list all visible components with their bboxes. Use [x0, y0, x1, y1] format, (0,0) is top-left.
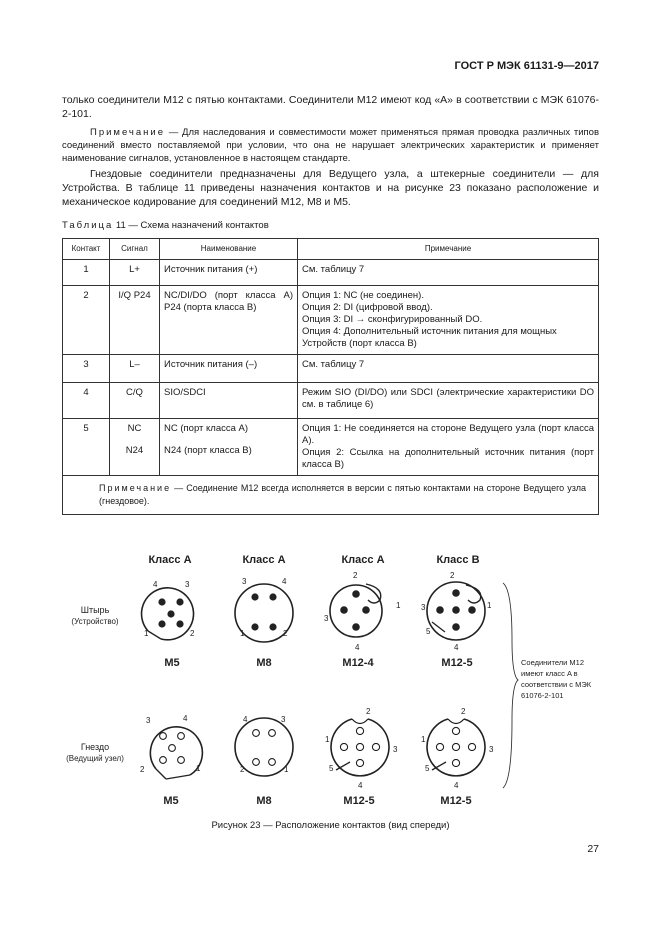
header-remark: Примечание — [298, 239, 599, 260]
figure-caption: Рисунок 23 — Расположение контактов (вид спереди) — [211, 820, 450, 831]
cell-pin: 1 — [63, 260, 110, 286]
signal-b: N24 — [125, 445, 144, 456]
connector-name: M8 — [256, 795, 272, 807]
pin-number: 5 — [426, 627, 431, 636]
row-label-pin: Штырь — [80, 605, 110, 615]
row-sublabel-pin: (Устройство) — [71, 617, 119, 626]
document-header: ГОСТ Р МЭК 61131-9—2017 — [454, 60, 599, 72]
pin-number: 2 — [366, 707, 371, 716]
pin-number: 3 — [281, 715, 286, 724]
grouping-bracket — [503, 583, 518, 788]
pin-number: 4 — [454, 643, 459, 652]
class-label: Класс A — [242, 554, 286, 566]
connector-name: M12-5 — [440, 795, 472, 807]
pin-number: 3 — [489, 745, 494, 754]
m5-plug — [142, 580, 195, 640]
pin-number: 1 — [144, 629, 149, 638]
connector-name: M5 — [164, 657, 180, 669]
cell-name: Источник питания (+) — [160, 260, 298, 286]
class-label: Класс A — [341, 554, 385, 566]
remark-line: Опция 2: Ссылка на дополнительный источник питания (порт класса B) — [302, 447, 594, 470]
remark-line: Опция 3: DI → сконфигурированный DO. — [302, 314, 483, 325]
table-note-text: — Соединение M12 всегда исполняется в версии с пятью контактами на стороне Ведущего узла (гнездовое). — [99, 483, 586, 506]
m5-socket — [140, 714, 202, 779]
m12-4-plug — [324, 571, 401, 652]
side-note-line: имеют класс A в — [521, 669, 578, 678]
pin-number: 1 — [325, 735, 330, 744]
pin-number: 1 — [421, 735, 426, 744]
pin-number: 1 — [284, 765, 289, 774]
remark-line: Опция 1: NC (не соединен). — [302, 290, 424, 301]
connector-name: M12-4 — [342, 657, 374, 669]
pin-number: 4 — [183, 714, 188, 723]
cell-name: SIO/SDCI — [160, 383, 298, 419]
pin-number: 3 — [324, 614, 329, 623]
pin-number: 3 — [242, 577, 247, 586]
pin-number: 1 — [196, 764, 201, 773]
pin-number: 2 — [461, 707, 466, 716]
paragraph-connectors: только соединители M12 с пятью контактами. Соединители M12 имеют код «A» в соответствии с МЭК 61076-2-101. — [62, 94, 599, 120]
m12-5-socket-a — [325, 707, 398, 790]
cell-name: NC/DI/DO (порт класса A) P24 (порта класса B) — [160, 286, 298, 355]
pin-number: 4 — [358, 781, 363, 790]
side-note-line: соответствии с МЭК — [521, 680, 592, 689]
page-number: 27 — [587, 843, 599, 855]
cell-signal: L– — [110, 355, 160, 383]
m12-5-socket-b — [421, 707, 494, 790]
cell-pin: 5 — [63, 419, 110, 476]
pin-number: 4 — [153, 580, 158, 589]
pin-number: 5 — [425, 764, 430, 773]
cell-signal: I/Q P24 — [110, 286, 160, 355]
remark-line: Опция 1: Не соединяется на стороне Ведущего узла (порт класса A). — [302, 423, 594, 446]
header-name: Наименование — [160, 239, 298, 260]
pin-number: 2 — [450, 571, 455, 580]
pin-number: 3 — [185, 580, 190, 589]
cell-remark: Режим SIO (DI/DO) или SDCI (электрические характеристики DO см. в таблице 6) — [298, 383, 599, 419]
connector-name: M12-5 — [343, 795, 375, 807]
pin-number: 4 — [355, 643, 360, 652]
header-pin: Контакт — [63, 239, 110, 260]
cell-remark: См. таблицу 7 — [298, 355, 599, 383]
pin-number: 3 — [146, 716, 151, 725]
pin-number: 5 — [329, 764, 334, 773]
row-label-socket: Гнездо — [80, 742, 110, 752]
cell-remark: См. таблицу 7 — [298, 260, 599, 286]
pin-number: 1 — [396, 601, 401, 610]
table-caption-label: Таблица — [62, 220, 114, 231]
name-b: N24 (порт класса B) — [164, 445, 252, 456]
remark-line: Опция 2: DI (цифровой ввод). — [302, 302, 433, 313]
cell-name: Источник питания (–) — [160, 355, 298, 383]
side-note-line: Соединители M12 — [521, 658, 585, 667]
pin-number: 2 — [190, 629, 195, 638]
pin-number: 1 — [240, 629, 245, 638]
table-note-label: Примечание — [99, 483, 172, 493]
pin-number: 3 — [421, 603, 426, 612]
pin-number: 3 — [393, 745, 398, 754]
cell-pin: 2 — [63, 286, 110, 355]
connector-name: M5 — [163, 795, 179, 807]
class-label: Класс B — [436, 554, 480, 566]
pin-number: 4 — [243, 715, 248, 724]
note-text: — Для наследования и совместимости может применяться прямая проводка различных типов соединений вместо поставляемой при условии, что она не нарушает электрических характеристик и применяет наименование сигналов, установленное в настоящем стандарте. — [62, 127, 599, 164]
m8-plug — [235, 577, 293, 642]
pin-number: 2 — [353, 571, 358, 580]
pin-number: 2 — [283, 629, 288, 638]
connector-name: M8 — [256, 657, 272, 669]
header-signal: Сигнал — [110, 239, 160, 260]
class-label: Класс A — [148, 554, 192, 566]
paragraph-socket-plug: Гнездовые соединители предназначены для Ведущего узла, а штекерные соединители — для Устройства. В таблице 11 приведены назначения контактов и на рисунке 23 показано расположение и механическое кодирование для соединений M12, M8 и M5. — [62, 168, 599, 208]
m12-5-plug — [421, 571, 492, 652]
table-caption-text: 11 — Схема назначений контактов — [113, 220, 269, 231]
cell-pin: 3 — [63, 355, 110, 383]
pin-number: 2 — [240, 765, 245, 774]
pin-number: 1 — [487, 601, 492, 610]
m8-socket — [235, 715, 293, 776]
cell-pin: 4 — [63, 383, 110, 419]
cell-signal: L+ — [110, 260, 160, 286]
connector-name: M12-5 — [441, 657, 473, 669]
pin-number: 4 — [454, 781, 459, 790]
side-note-line: 61076-2-101 — [521, 691, 564, 700]
pin-number: 4 — [282, 577, 287, 586]
remark-line: Опция 4: Дополнительный источник питания для мощных Устройств (порт класса B) — [302, 326, 557, 349]
row-sublabel-socket: (Ведущий узел) — [66, 754, 124, 763]
pin-number: 2 — [140, 765, 145, 774]
note-label: Примечание — [90, 127, 165, 138]
signal-a: NC — [127, 423, 142, 434]
cell-signal: C/Q — [110, 383, 160, 419]
name-a: NC (порт класса A) — [164, 423, 249, 434]
